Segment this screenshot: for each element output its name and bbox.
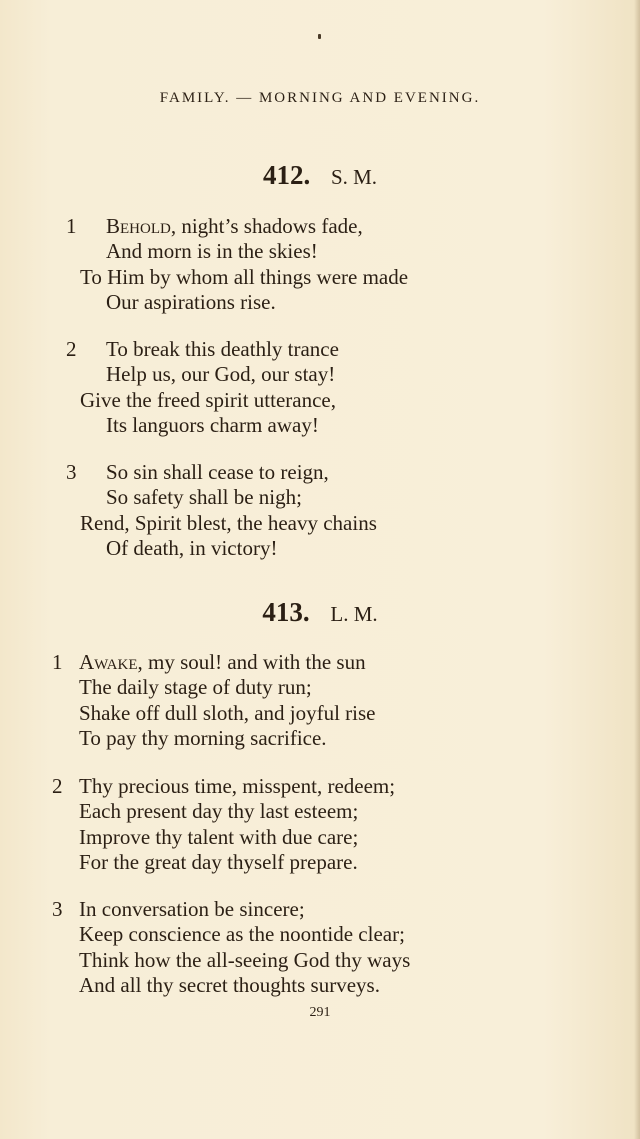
stanza-line: Help us, our God, our stay! [106,362,336,386]
stanza-line: The daily stage of duty run; [79,675,312,699]
stanza-line: To Him by whom all things were made [80,265,409,289]
stanza-line [106,214,363,239]
stanza-line: And morn is in the skies! [106,239,318,263]
stanza-number: 3 [52,897,63,921]
stanza-line: Its languors charm away! [106,413,319,437]
stanza-line: Improve thy talent with due care; [79,825,359,849]
hymn-number: 413. [262,597,310,627]
stanza-number: 2 [52,774,63,798]
stanza-line: Our aspirations rise. [106,290,276,314]
hymn-number: 412. [262,160,311,190]
hymn-meter: S. M. [330,165,378,189]
running-head: FAMILY. — MORNING AND EVENING. [159,90,481,106]
stanza-line: To break this deathly trance [106,337,339,361]
stanza-line: For the great day thyself prepare. [79,850,358,874]
stanza-line-text: my soul! and with the sun [142,650,366,674]
hymn-413-heading [0,597,640,628]
stanza-line-text: night’s shadows fade, [176,214,363,238]
stanza-line: To pay thy morning sacrifice. [79,726,327,750]
stanza-number: 3 [66,460,77,484]
stanza-line: Of death, in victory! [106,536,278,560]
stanza-line: Give the freed spirit utterance, [80,388,336,412]
stanza-line: In conversation be sincere; [79,897,305,921]
ink-speck [318,34,321,39]
stanza-number: 1 [52,650,63,674]
stanza-line: Shake off dull sloth, and joyful rise [79,701,376,725]
stanza-line: Thy precious time, misspent, redeem; [79,774,396,798]
stanza-line [79,650,366,675]
stanza-line: And all thy secret thoughts surveys. [79,973,380,997]
stanza-line: Rend, Spirit blest, the heavy chains [80,511,377,535]
hymn-412-heading [0,160,640,191]
hymn-meter: L. M. [330,602,378,626]
stanza-line: So sin shall cease to reign, [106,460,329,484]
page-number: 291 [309,1005,331,1020]
stanza-line: Keep conscience as the noontide clear; [79,922,405,946]
stanza-number: 2 [66,337,77,361]
stanza-line: So safety shall be nigh; [106,485,302,509]
stanza-number: 1 [66,214,77,238]
stanza-lead-word: Behold, [106,214,177,238]
stanza-lead-word: Awake, [79,650,143,674]
stanza-line: Think how the all-seeing God thy ways [79,948,411,972]
stanza-line: Each present day thy last esteem; [79,799,359,823]
